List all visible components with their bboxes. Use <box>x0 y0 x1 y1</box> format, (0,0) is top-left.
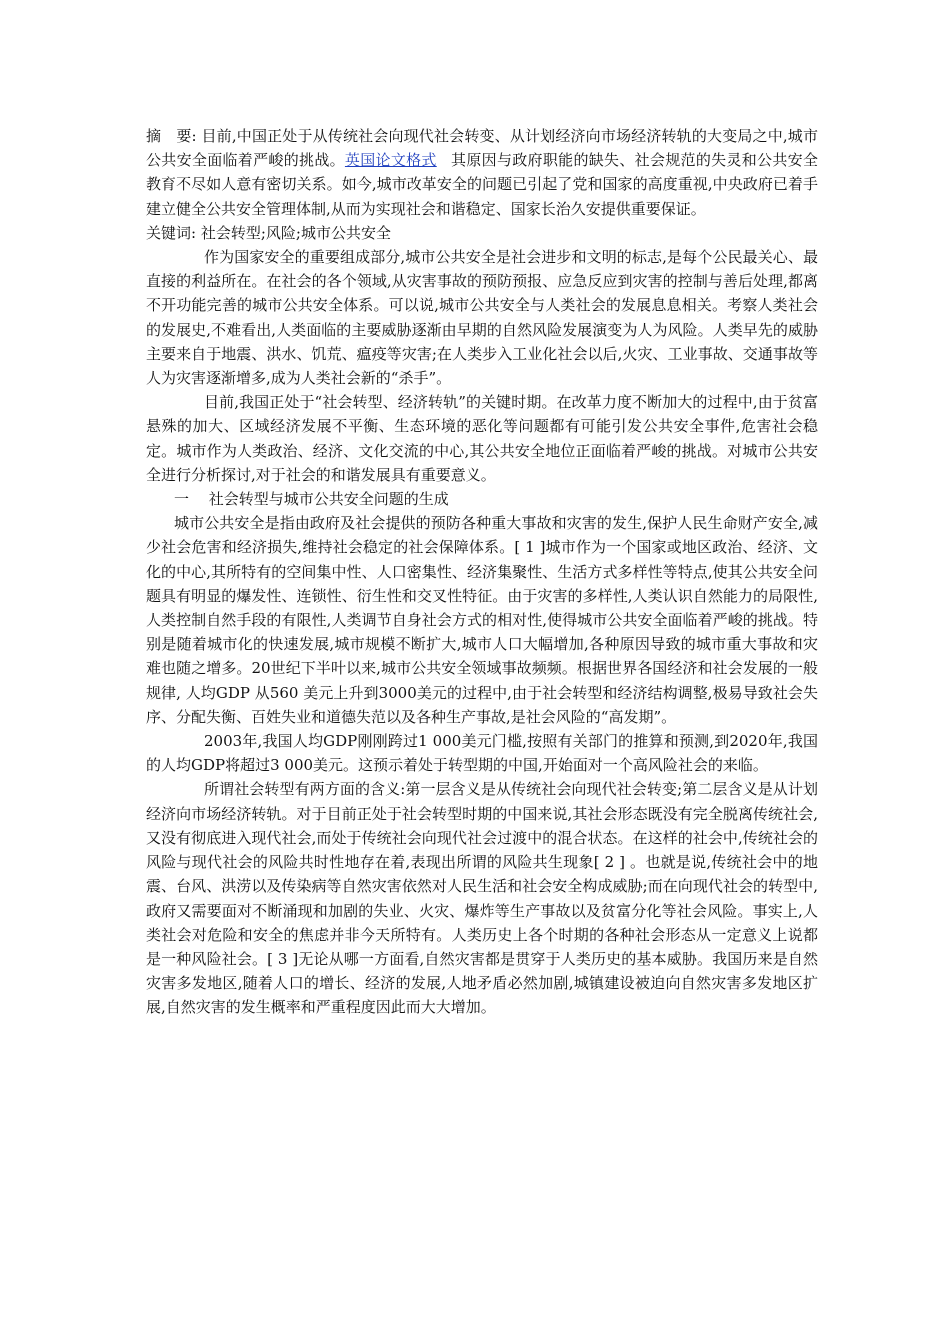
abstract-link[interactable]: 英国论文格式 <box>344 151 437 170</box>
paragraph: 城市公共安全是指由政府及社会提供的预防各种重大事故和灾害的发生,保护人民生命财产安全,减少社会危害和经济损失,维持社会稳定的社会保障体系。[ 1 ]城市作为一个国家或地区政治、经济、文化的中心,其所特有的空间集中性、人口密集性、经济集聚性、生活方式多样性等特点,使其公共安全问题具有明显的爆发性、连锁性、衍生性和交叉性特征。由于灾害的多样性,人类认识自然能力的局限性,人类控制自然手段的有限性,人类调节自身社会方式的相对性,使得城市公共安全面临着严峻的挑战。特别是随着城市化的快速发展,城市规模不断扩大,城市人口大幅增加,各种原因导致的城市重大事故和灾难也随之增多。20世纪下半叶以来,城市公共安全领域事故频频。根据世界各国经济和社会发展的一般规律, 人均GDP 从560 美元上升到3000美元的过程中,由于社会转型和经济结构调整,极易导致社会失序、分配失衡、百姓失业和道德失范以及各种生产事故,是社会风险的“高发期”。 <box>146 514 818 726</box>
keywords-text: 社会转型;风险;城市公共安全 <box>200 223 391 242</box>
paragraph: 目前,我国正处于“社会转型、经济转轨”的关键时期。在改革力度不断加大的过程中,由于贫富悬殊的加大、区域经济发展不平衡、生态环境的恶化等问题都有可能引发公共安全事件,危害社会稳定。城市作为人类政治、经济、文化交流的中心,其公共安全地位正面临着严峻的挑战。对城市公共安全进行分析探讨,对于社会的和谐发展具有重要意义。 <box>146 393 818 484</box>
keywords <box>146 221 818 245</box>
section-title: 社会转型与城市公共安全问题的生成 <box>208 490 449 509</box>
abstract-label: 摘 要: <box>146 127 197 145</box>
section-heading <box>146 487 818 511</box>
keywords-label: 关键词: <box>146 223 197 242</box>
abstract <box>146 124 818 221</box>
paragraph: 2003年,我国人均GDP刚刚跨过1 000美元门槛,按照有关部门的推算和预测,到2020年,我国的人均GDP将超过3 000美元。这预示着处于转型期的中国,开始面对一个高风险社会的来临。 <box>146 732 818 775</box>
paragraph: 所谓社会转型有两方面的含义:第一层含义是从传统社会向现代社会转变;第二层含义是从计划经济向市场经济转轨。对于目前正处于社会转型时期的中国来说,其社会形态既没有完全脱离传统社会,又没有彻底进入现代社会,而处于传统社会向现代社会过渡中的混合状态。在这样的社会中,传统社会的风险与现代社会的风险共时性地存在着,表现出所谓的风险共生现象[ 2 ] 。也就是说,传统社会中的地震、台风、洪涝以及传染病等自然灾害依然对人民生活和社会安全构成威胁;而在向现代社会的转型中,政府又需要面对不断涌现和加剧的失业、火灾、爆炸等生产事故以及贫富分化等社会风险。事实上,人类社会对危险和安全的焦虑并非今天所特有。人类历史上各个时期的各种社会形态从一定意义上说都是一种风险社会。[ 3 ]无论从哪一方面看,自然灾害都是贯穿于人类历史的基本威胁。我国历来是自然灾害多发地区,随着人口的增长、经济的发展,人地矛盾必然加剧,城镇建设被迫向自然灾害多发地区扩展,自然灾害的发生概率和严重程度因此而大大增加。 <box>146 780 818 1017</box>
abstract-text-continued: 其原因与政府职能的缺失、社会规范的失灵和公共安全教育不尽如人意有密切关系。如今,城市改革安全的问题已引起了党和国家的高度重视,中央政府已着手建立健全公共安全管理体制,从而为实现社会和谐稳定、国家长治久安提供重要保证。 <box>146 151 818 218</box>
document-page <box>146 124 818 1020</box>
paragraph: 作为国家安全的重要组成部分,城市公共安全是社会进步和文明的标志,是每个公民最关心、最直接的利益所在。在社会的各个领域,从灾害事故的预防预报、应急反应到灾害的控制与善后处理,都离不开功能完善的城市公共安全体系。可以说,城市公共安全与人类社会的发展息息相关。考察人类社会的发展史,不难看出,人类面临的主要威胁逐渐由早期的自然风险发展演变为人为风险。人类早先的威胁主要来自于地震、洪水、饥荒、瘟疫等灾害;在人类步入工业化社会以后,火灾、工业事故、交通事故等人为灾害逐渐增多,成为人类社会新的“杀手”。 <box>146 248 818 388</box>
abstract-text: 目前,中国正处于从传统社会向现代社会转变、从计划经济向市场经济转轨的大变局之中,城市公共安全面临着严峻的挑战。 <box>146 127 818 170</box>
section-number: 一 <box>174 490 190 509</box>
